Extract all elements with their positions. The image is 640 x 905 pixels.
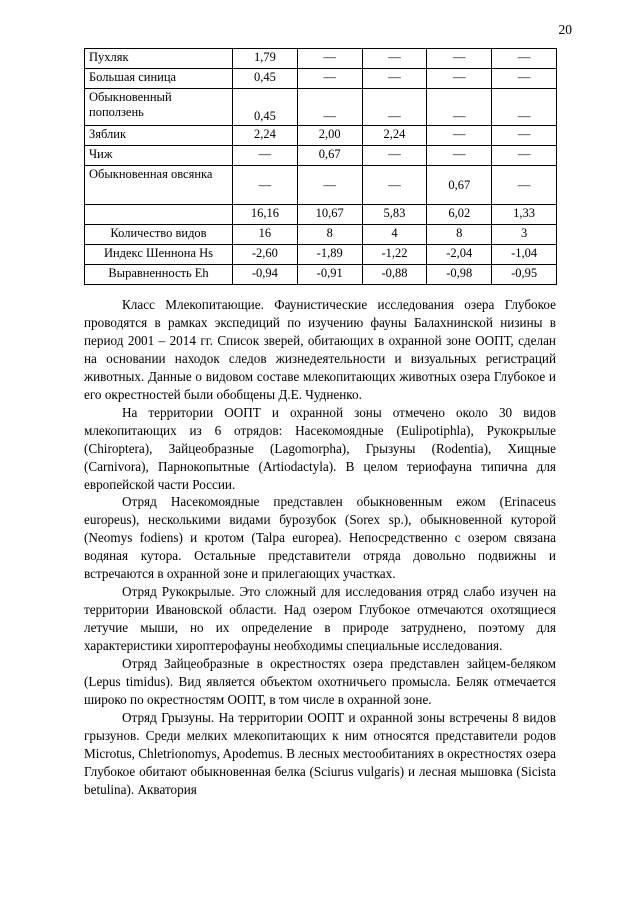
- row-value: —: [492, 126, 557, 146]
- row-value: -2,04: [427, 245, 492, 265]
- row-value: —: [362, 49, 427, 69]
- row-value: —: [297, 166, 362, 205]
- paragraph: Класс Млекопитающие. Фаунистические исследования озера Глубокое проводятся в рамках экспедиций по изучению фауны Балахнинской низины в период 2001 – 2014 гг. Список зверей, обитающих в охранной зоне ООПТ, сделан на основании находок следов жизнедеятельности и визуальных регистраций животных. Данные о видовом составе млекопитающих животных озера Глубокое и его окрестностей были обобщены Д.Е. Чудненко.: [84, 297, 556, 402]
- row-label: Выравненность Eh: [85, 265, 233, 285]
- paragraph: Отряд Насекомоядные представлен обыкновенным ежом (Erinaceus europeus), несколькими видами бурозубок (Sorex sp.), обыкновенной куторой (Neomys fodiens) и кротом (Talpa europea). Непосредственно с озером связана водяная кутора. Остальные представители отряда довольно подвижны и встречаются в охранной зоне и прилегающих участках.: [84, 494, 556, 582]
- row-value: —: [492, 89, 557, 126]
- body-text: [84, 296, 556, 799]
- row-label: Количество видов: [85, 225, 233, 245]
- table-row: [85, 166, 557, 205]
- row-value: —: [427, 49, 492, 69]
- row-value: -2,60: [233, 245, 298, 265]
- row-value: —: [297, 69, 362, 89]
- row-value: 8: [297, 225, 362, 245]
- row-value: —: [297, 49, 362, 69]
- row-value: 0,67: [427, 166, 492, 205]
- row-value: —: [233, 166, 298, 205]
- row-value: —: [297, 89, 362, 126]
- table-row: [85, 265, 557, 285]
- row-value: 16,16: [233, 205, 298, 225]
- row-label: Обыкновенный поползень: [85, 89, 233, 126]
- row-value: -0,98: [427, 265, 492, 285]
- row-value: 16: [233, 225, 298, 245]
- row-value: —: [492, 49, 557, 69]
- row-value: 6,02: [427, 205, 492, 225]
- row-value: 2,24: [233, 126, 298, 146]
- paragraph: На территории ООПТ и охранной зоны отмечено около 30 видов млекопитающих из 6 отрядов: Насекомоядные (Eulipotiphla), Рукокрылые (Chiroptera), Зайцеобразные (Lagomorpha), Грызуны (Rodentia), Хищные (Carnivora), Парнокопытные (Artiodactyla). В целом териофауна типична для европейской части России.: [84, 404, 556, 492]
- page-number: 20: [558, 22, 572, 37]
- row-value: -1,22: [362, 245, 427, 265]
- row-value: —: [427, 126, 492, 146]
- table-row: [85, 49, 557, 69]
- row-value: 5,83: [362, 205, 427, 225]
- row-label: Пухляк: [85, 49, 233, 69]
- row-label: Зяблик: [85, 126, 233, 146]
- row-value: —: [362, 69, 427, 89]
- row-value: 2,00: [297, 126, 362, 146]
- row-value: 0,45: [233, 89, 298, 126]
- row-value: 3: [492, 225, 557, 245]
- row-value: 1,79: [233, 49, 298, 69]
- species-abundance-table: [84, 48, 557, 285]
- row-value: —: [362, 89, 427, 126]
- row-label: [85, 205, 233, 225]
- paragraph: Отряд Грызуны. На территории ООПТ и охранной зоны встречены 8 видов грызунов. Среди мелких млекопитающих к ним относятся представители родов Microtus, Chletrionomys, Apodemus. В лесных местообитаниях в окрестностях озера Глубокое обитают обыкновенная белка (Sciurus vulgaris) и лесная мышовка (Sicista betulina). Акватория: [84, 709, 556, 797]
- table-row: [85, 146, 557, 166]
- row-value: —: [427, 146, 492, 166]
- row-value: -1,04: [492, 245, 557, 265]
- table-row: [85, 89, 557, 126]
- row-label: Чиж: [85, 146, 233, 166]
- row-value: —: [427, 69, 492, 89]
- row-label: Большая синица: [85, 69, 233, 89]
- row-value: 10,67: [297, 205, 362, 225]
- row-value: -0,91: [297, 265, 362, 285]
- table-row: [85, 126, 557, 146]
- row-value: -0,88: [362, 265, 427, 285]
- row-value: —: [492, 146, 557, 166]
- table-row: [85, 69, 557, 89]
- row-value: 1,33: [492, 205, 557, 225]
- row-label: Обыкновенная овсянка: [85, 166, 233, 205]
- row-value: -0,94: [233, 265, 298, 285]
- table-row: [85, 205, 557, 225]
- row-label: Индекс Шеннона Hs: [85, 245, 233, 265]
- paragraph: Отряд Рукокрылые. Это сложный для исследования отряд слабо изучен на территории Ивановской области. Над озером Глубокое отмечаются охотящиеся летучие мыши, но их определение в природе затруднено, поэтому для характеристики хироптерофауны необходимы специальные исследования.: [84, 584, 556, 654]
- row-value: —: [492, 166, 557, 205]
- table-row: [85, 225, 557, 245]
- row-value: 8: [427, 225, 492, 245]
- paragraph: Отряд Зайцеобразные в окрестностях озера представлен зайцем-беляком (Lepus timidus). Вид является объектом охотничьего промысла. Беляк отмечается широко по окрестностям ООПТ, в том числе в охранной зоне.: [84, 656, 556, 707]
- row-value: -1,89: [297, 245, 362, 265]
- table-row: [85, 245, 557, 265]
- row-value: -0,95: [492, 265, 557, 285]
- row-value: —: [362, 166, 427, 205]
- row-value: 0,45: [233, 69, 298, 89]
- row-value: 4: [362, 225, 427, 245]
- row-value: —: [427, 89, 492, 126]
- row-value: —: [492, 69, 557, 89]
- row-value: 2,24: [362, 126, 427, 146]
- row-value: —: [362, 146, 427, 166]
- row-value: 0,67: [297, 146, 362, 166]
- row-value: —: [233, 146, 298, 166]
